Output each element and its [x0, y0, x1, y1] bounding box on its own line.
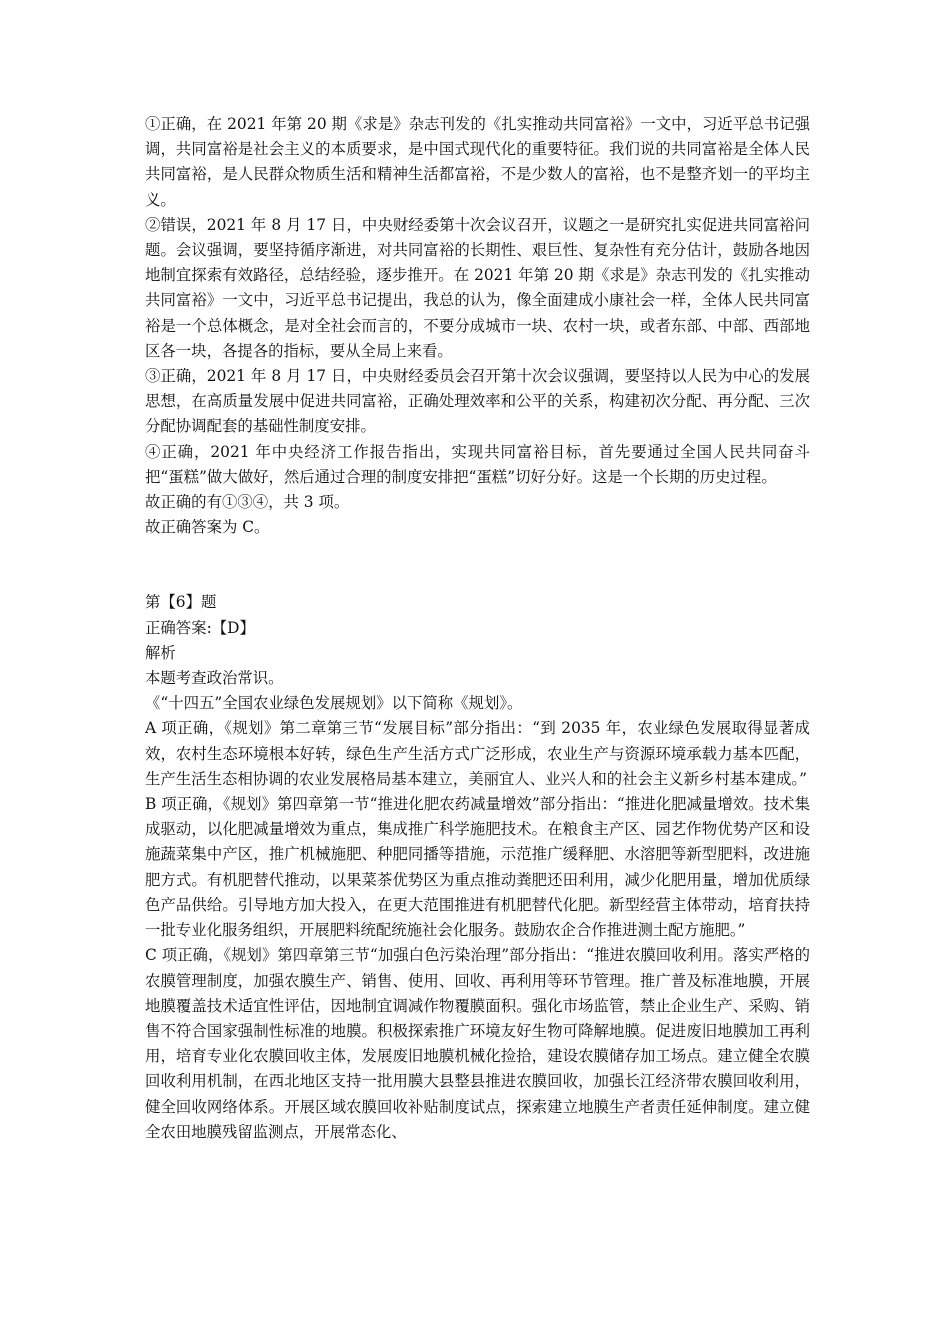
paragraph-topic: 本题考查政治常识。: [145, 669, 284, 688]
paragraph-option-a: A 项正确，《规划》第二章第三节“发展目标”部分指出：“到 2035 年，农业绿色发展取得显著成效，农村生态环境根本好转，绿色生产生活方式广泛形成，农业生产与资源环境承载力基本匹配，生产生活生态相协调的农业发展格局基本建立，美丽宜人、业兴人和的社会主义新乡村基本建成。”: [145, 719, 810, 788]
paragraph-statement-2: ②错误，2021 年 8 月 17 日，中央财经委第十次会议召开，议题之一是研究扎实促进共同富裕问题。会议强调，要坚持循序渐进，对共同富裕的长期性、艰巨性、复杂性有充分估计，鼓励各地因地制宜探索有效路径，总结经验，逐步推开。在 2021 年第 20 期《求是》杂志刊发的《扎实推动共同富裕》一文中，习近平总书记提出，我总的认为，像全面建成小康社会一样，全体人民共同富裕是一个总体概念，是对全社会而言的，不要分成城市一块、农村一块，或者东部、中部、西部地区各一块，各提各的指标，要从全局上来看。: [145, 215, 810, 360]
paragraph-abbreviation: 《“十四五”全国农业绿色发展规划》以下简称《规划》。: [145, 694, 523, 713]
paragraph-option-c: C 项正确，《规划》第四章第三节“加强白色污染治理”部分指出：“推进农膜回收利用。落实严格的农膜管理制度，加强农膜生产、销售、使用、回收、再利用等环节管理。推广普及标准地膜，开展地膜覆盖技术适宜性评估，因地制宜调减作物覆膜面积。强化市场监管，禁止企业生产、采购、销售不符合国家强制性标准的地膜。积极探索推广环境友好生物可降解地膜。促进废旧地膜加工再利用，培育专业化农膜回收主体，发展废旧地膜机械化捡拾，建设农膜储存加工场点。建立健全农膜回收利用机制，在西北地区支持一批用膜大县整县推进农膜回收，加强长江经济带农膜回收利用，健全回收网络体系。开展区域农膜回收补贴制度试点，探索建立地膜生产者责任延伸制度。建立健全农田地膜残留监测点，开展常态化、: [145, 946, 810, 1141]
paragraph-summary: 故正确的有①③④，共 3 项。: [145, 493, 350, 512]
section-gap: [145, 540, 810, 590]
paragraph-statement-4: ④正确，2021 年中央经济工作报告指出，实现共同富裕目标，首先要通过全国人民共同奋斗把“蛋糕”做大做好，然后通过合理的制度安排把“蛋糕”切好分好。这是一个长期的历史过程。: [145, 442, 810, 486]
paragraph-option-b: B 项正确，《规划》第四章第一节“推进化肥农药减量增效”部分指出：“推进化肥减量增效。技术集成驱动，以化肥减量增效为重点，集成推广科学施肥技术。在粮食主产区、园艺作物优势产区和设施蔬菜集中产区，推广机械施肥、种肥同播等措施，示范推广缓释肥、水溶肥等新型肥料，改进施肥方式。有机肥替代推动，以果菜茶优势区为重点推动粪肥还田利用，减少化肥用量，增加优质绿色产品供给。引导地方加大投入，在更大范围推进有机肥替代化肥。新型经营主体带动，培育扶持一批专业化服务组织，开展肥料统配统施社会化服务。鼓励农企合作推进测土配方施肥。”: [145, 795, 810, 940]
analysis-label: 解析: [145, 643, 176, 662]
paragraph-final-answer: 故正确答案为 C。: [145, 518, 270, 537]
paragraph-statement-1: ①正确，在 2021 年第 20 期《求是》杂志刊发的《扎实推动共同富裕》一文中，习近平总书记强调，共同富裕是社会主义的本质要求，是中国式现代化的重要特征。我们说的共同富裕是全体人民共同富裕，是人民群众物质生活和精神生活都富裕，不是少数人的富裕，也不是整齐划一的平均主义。: [145, 115, 810, 209]
paragraph-statement-3: ③正确，2021 年 8 月 17 日，中央财经委员会召开第十次会议强调，要坚持以人民为中心的发展思想，在高质量发展中促进共同富裕，正确处理效率和公平的关系，构建初次分配、再分配、三次分配协调配套的基础性制度安排。: [145, 367, 810, 436]
document-page: [145, 112, 810, 1145]
question-heading: 第【6】题: [145, 593, 217, 612]
correct-answer: 正确答案:【D】: [145, 618, 255, 637]
